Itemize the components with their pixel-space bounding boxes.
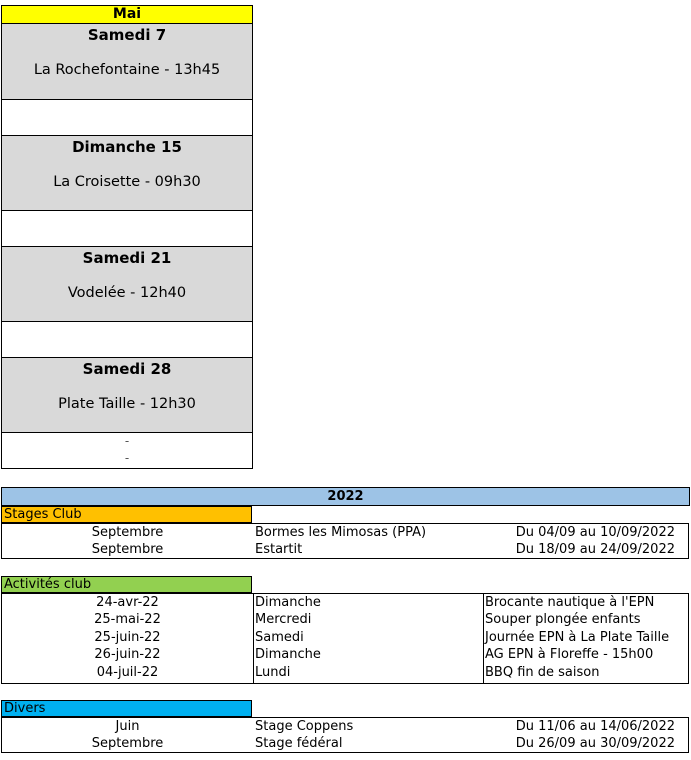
tail-dash: - <box>124 451 130 465</box>
activity-what: Souper plongée enfants <box>485 612 641 628</box>
activity-what: AG EPN à Floreffe - 15h00 <box>485 647 654 663</box>
tail-cell <box>1 432 253 469</box>
stage-what: Bormes les Mimosas (PPA) <box>255 525 427 540</box>
activity-date: 25-juin-22 <box>94 629 161 645</box>
year-header: 2022 <box>1 487 690 506</box>
category-activites-club: Activités club <box>1 576 252 593</box>
table-row <box>2 541 688 558</box>
activity-date: 24-avr-22 <box>96 595 159 610</box>
stage-dates: Du 04/09 au 10/09/2022 <box>515 525 675 540</box>
table-row <box>2 664 688 681</box>
event-place: La Croisette - 09h30 <box>53 174 201 190</box>
event-day: Samedi 7 <box>87 26 167 44</box>
table-row <box>2 629 688 646</box>
activity-what: Journée EPN à La Plate Taille <box>485 629 670 645</box>
stage-when: Septembre <box>91 542 164 558</box>
event-day: Dimanche 15 <box>72 138 182 156</box>
activity-day: Samedi <box>255 629 304 645</box>
event-day: Samedi 21 <box>82 249 172 267</box>
blank-cell <box>1 322 253 358</box>
event-day: Samedi 28 <box>82 360 172 378</box>
stage-dates: Du 18/09 au 24/09/2022 <box>515 542 675 558</box>
table-row <box>2 594 688 611</box>
category-divers: Divers <box>1 700 252 717</box>
event-place: Vodelée - 12h40 <box>67 285 187 301</box>
event-place: Plate Taille - 12h30 <box>58 396 196 412</box>
table-row <box>2 718 688 735</box>
table-row <box>2 646 688 663</box>
table-row <box>2 735 688 752</box>
event-place: La Rochefontaine - 13h45 <box>33 62 221 78</box>
activity-what: Brocante nautique à l'EPN <box>485 595 655 610</box>
activity-day: Dimanche <box>255 595 321 610</box>
activity-date: 04-juil-22 <box>96 664 159 680</box>
divers-dates: Du 26/09 au 30/09/2022 <box>515 736 675 752</box>
event-cell <box>1 24 253 100</box>
activity-date: 26-juin-22 <box>94 647 161 663</box>
month-header-mai: Mai <box>1 5 253 24</box>
activity-day: Mercredi <box>255 612 312 628</box>
activity-day: Dimanche <box>255 647 321 663</box>
activity-day: Lundi <box>255 664 291 680</box>
stages-club-table <box>1 523 689 559</box>
divers-dates: Du 11/06 au 14/06/2022 <box>515 719 675 734</box>
event-cell <box>1 135 253 211</box>
stage-when: Septembre <box>91 525 164 540</box>
blank-cell <box>1 211 253 247</box>
stage-what: Estartit <box>255 542 303 558</box>
divers-table <box>1 717 689 753</box>
divers-what: Stage Coppens <box>255 719 354 734</box>
tail-dash: - <box>124 434 130 448</box>
event-cell <box>1 246 253 322</box>
activity-date: 25-mai-22 <box>94 612 161 628</box>
divers-when: Juin <box>115 719 140 734</box>
table-row <box>2 524 688 541</box>
activites-club-table <box>1 593 689 684</box>
blank-cell <box>1 100 253 136</box>
divers-what: Stage fédéral <box>255 736 343 752</box>
event-cell <box>1 357 253 433</box>
category-stages-club: Stages Club <box>1 506 252 523</box>
table-row <box>2 611 688 628</box>
divers-when: Septembre <box>91 736 164 752</box>
activity-what: BBQ fin de saison <box>485 664 600 680</box>
